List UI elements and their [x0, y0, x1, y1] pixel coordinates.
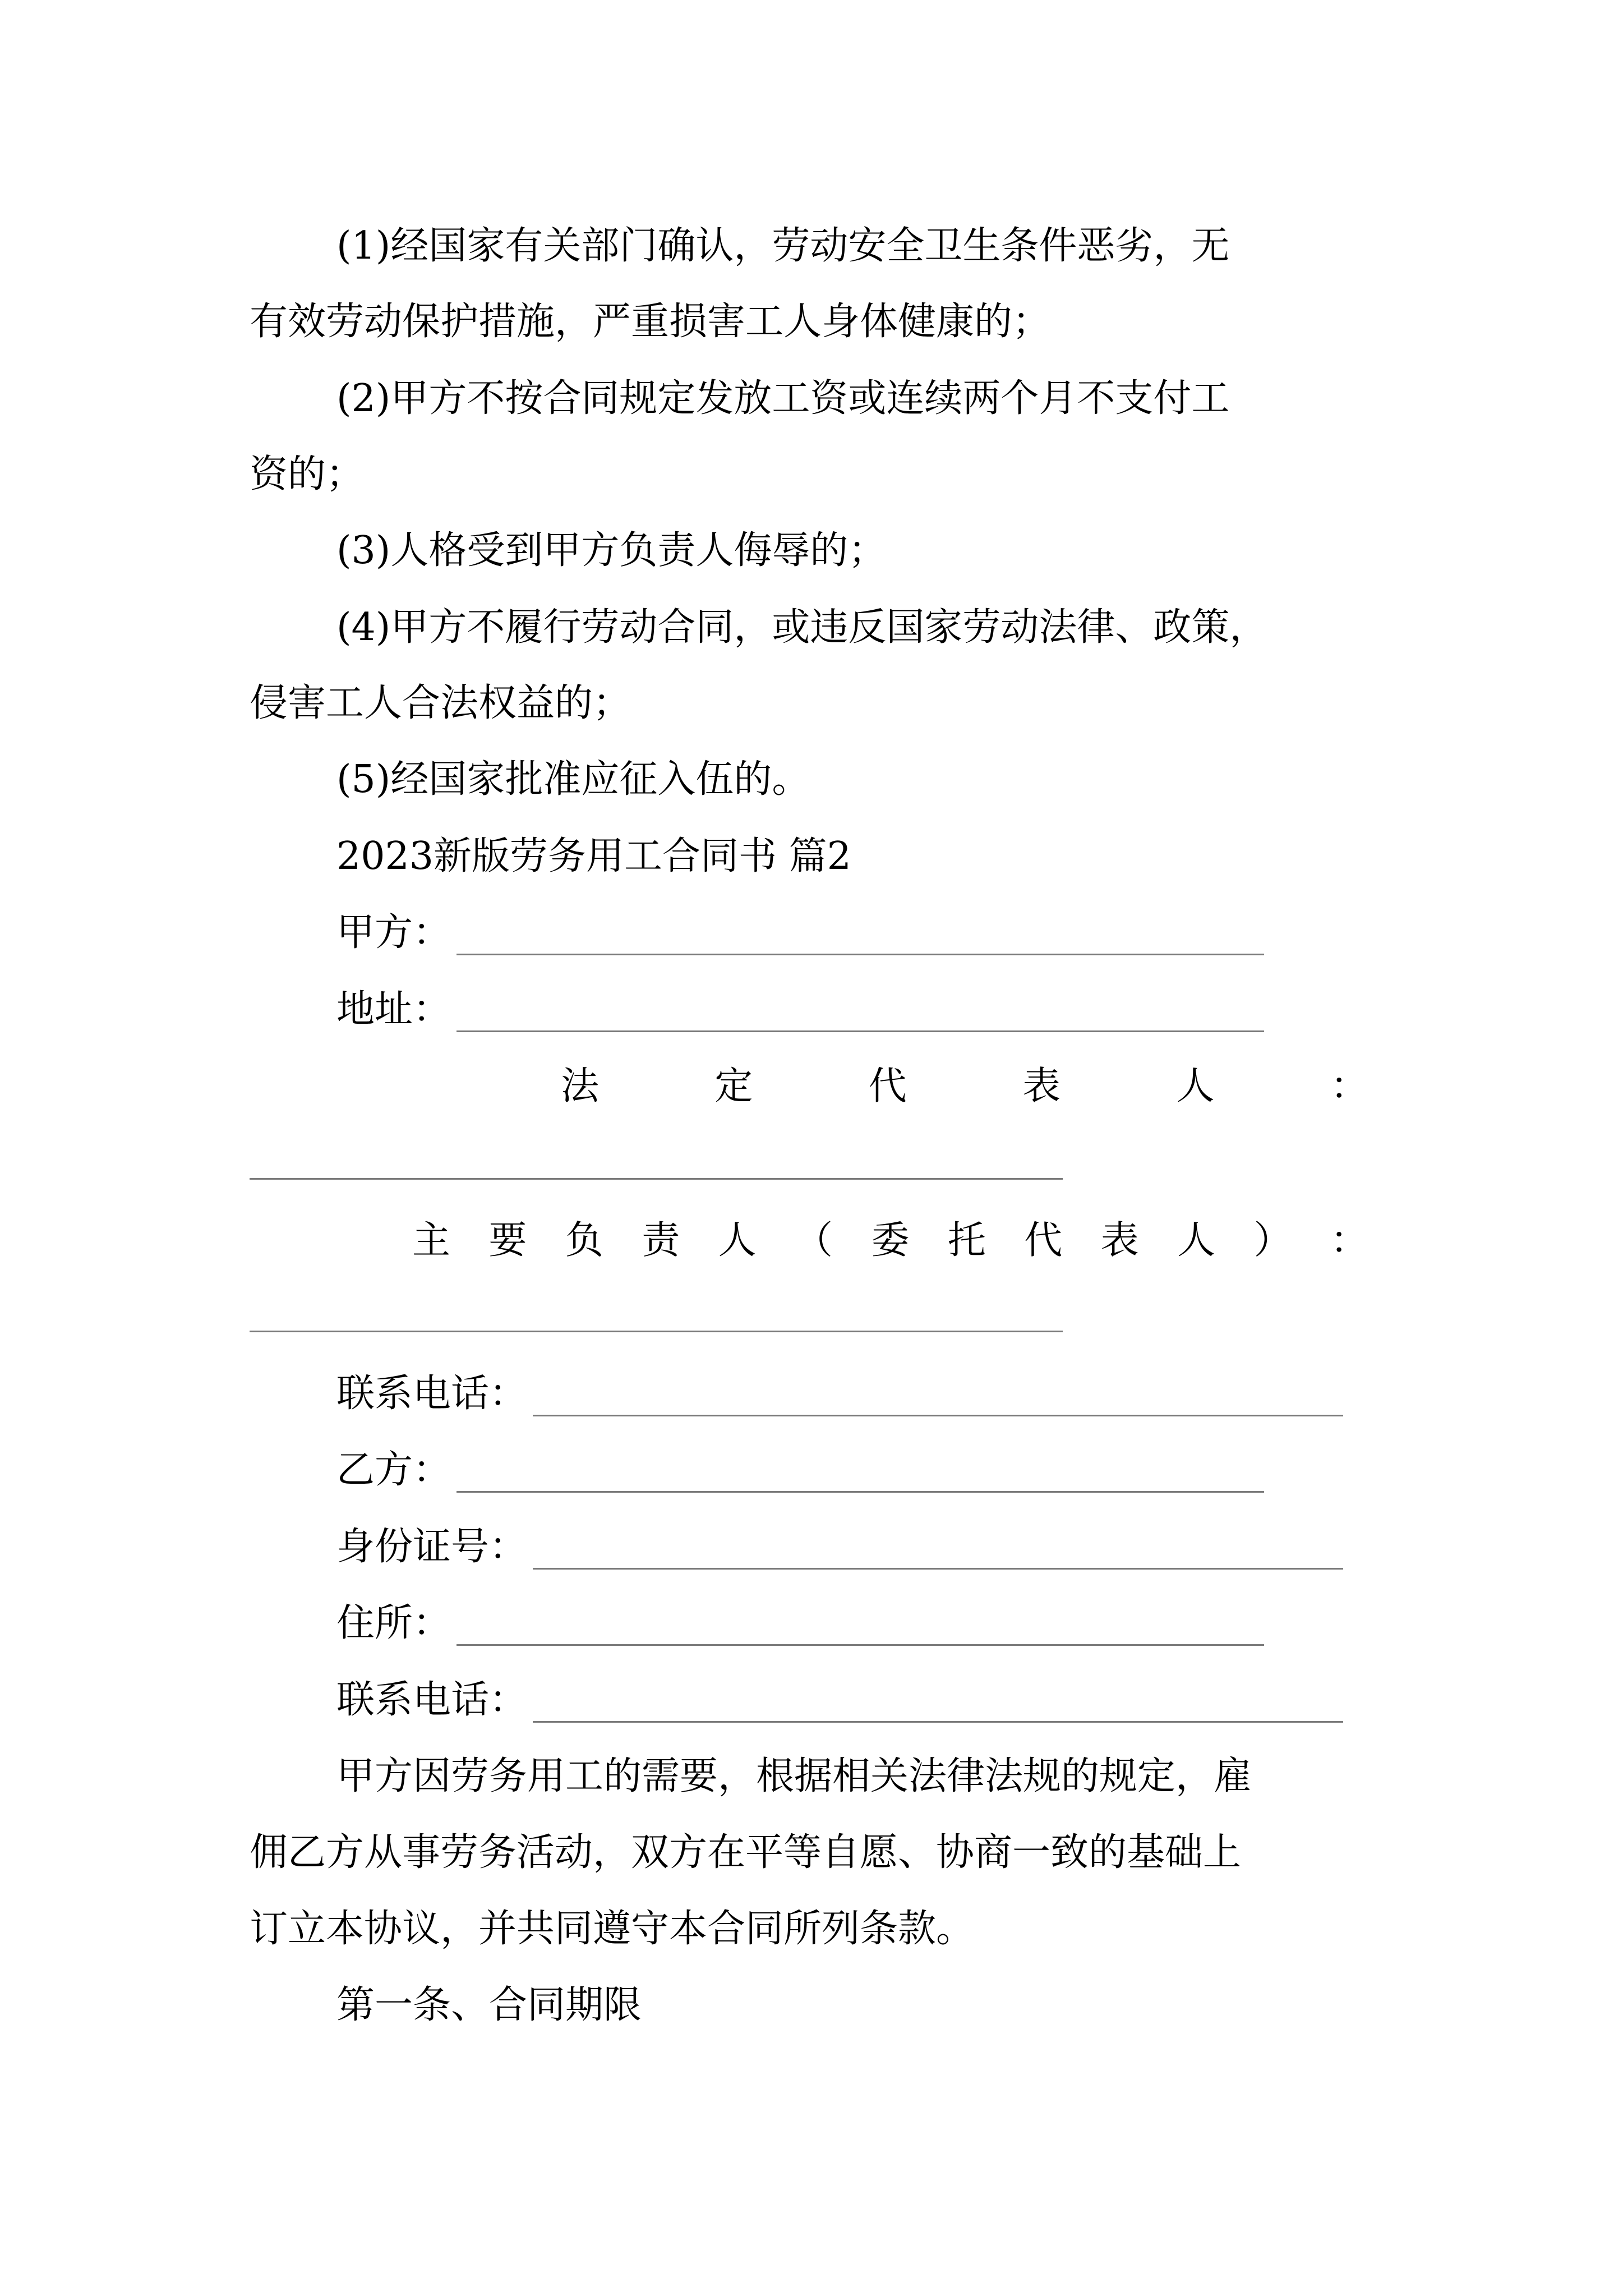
clause-2-line-1: (2)甲方不按合同规定发放工资或连续两个月不支付工 [336, 376, 1230, 421]
phone-blank-2[interactable] [533, 1721, 1343, 1723]
clause-1-line-2: 有效劳动保护措施，严重损害工人身体健康的； [250, 300, 1051, 344]
legal-representative-blank[interactable] [250, 1178, 1063, 1180]
principal-char-5: （ [795, 1218, 833, 1263]
legal-rep-char-0: 法 [561, 1064, 600, 1108]
legal-rep-char-5: ： [1330, 1064, 1368, 1108]
principal-char-3: 责 [642, 1218, 680, 1263]
principal-char-9: 表 [1100, 1218, 1139, 1263]
body-line-3: 订立本协议，并共同遵守本合同所列条款。 [250, 1907, 975, 1951]
principal-char-6: 委 [871, 1218, 910, 1263]
clause-4-line-1: (4)甲方不履行劳动合同，或违反国家劳动法律、政策， [336, 605, 1268, 650]
principal-char-7: 托 [947, 1218, 986, 1263]
article-1-heading: 第一条、合同期限 [336, 1983, 642, 2027]
clause-3: (3)人格受到甲方负责人侮辱的； [336, 528, 887, 573]
id-number-field [336, 1525, 1343, 1569]
body-line-1: 甲方因劳务用工的需要，根据相关法律法规的规定，雇 [336, 1754, 1252, 1798]
phone-blank-1[interactable] [533, 1415, 1343, 1416]
address-label: 地址： [336, 987, 451, 1032]
party-a-blank[interactable] [457, 954, 1264, 955]
legal-rep-char-1: 定 [714, 1064, 753, 1108]
principal-char-12: ： [1330, 1218, 1368, 1263]
section-heading: 2023新版劳务用工合同书 篇2 [336, 834, 851, 878]
principal-char-0: 主 [412, 1218, 451, 1263]
body-line-2: 佣乙方从事劳务活动，双方在平等自愿、协商一致的基础上 [250, 1830, 1242, 1875]
phone-label-2: 联系电话： [336, 1678, 528, 1722]
phone-label-1: 联系电话： [336, 1372, 528, 1416]
address-field [336, 987, 1264, 1032]
address-blank[interactable] [457, 1030, 1264, 1032]
principal-blank[interactable] [250, 1331, 1063, 1332]
legal-rep-char-2: 代 [868, 1064, 907, 1108]
id-number-blank[interactable] [533, 1568, 1343, 1570]
legal-rep-char-3: 表 [1022, 1064, 1061, 1108]
clause-2-line-2: 资的； [250, 452, 365, 496]
clause-4-line-2: 侵害工人合法权益的； [250, 681, 631, 725]
principal-char-2: 负 [565, 1218, 603, 1263]
party-a-label: 甲方： [336, 910, 451, 955]
phone-field-2 [336, 1678, 1343, 1722]
principal-char-11: ） [1253, 1218, 1292, 1263]
principal-char-1: 要 [488, 1218, 527, 1263]
residence-label: 住所： [336, 1601, 451, 1645]
principal-char-10: 人 [1177, 1218, 1216, 1263]
party-b-field [336, 1448, 1264, 1492]
party-b-blank[interactable] [457, 1491, 1264, 1493]
principal-char-4: 人 [718, 1218, 757, 1263]
id-number-label: 身份证号： [336, 1525, 528, 1569]
legal-rep-char-4: 人 [1176, 1064, 1215, 1108]
clause-1-line-1: (1)经国家有关部门确认，劳动安全卫生条件恶劣，无 [336, 224, 1230, 268]
phone-field-1 [336, 1372, 1343, 1416]
residence-field [336, 1601, 1264, 1645]
party-a-field [336, 910, 1264, 955]
residence-blank[interactable] [457, 1644, 1264, 1646]
principal-label [412, 1218, 1368, 1263]
principal-char-8: 代 [1024, 1218, 1063, 1263]
party-b-label: 乙方： [336, 1448, 451, 1492]
legal-representative-label [561, 1064, 1368, 1108]
clause-5: (5)经国家批准应征入伍的。 [336, 757, 810, 802]
